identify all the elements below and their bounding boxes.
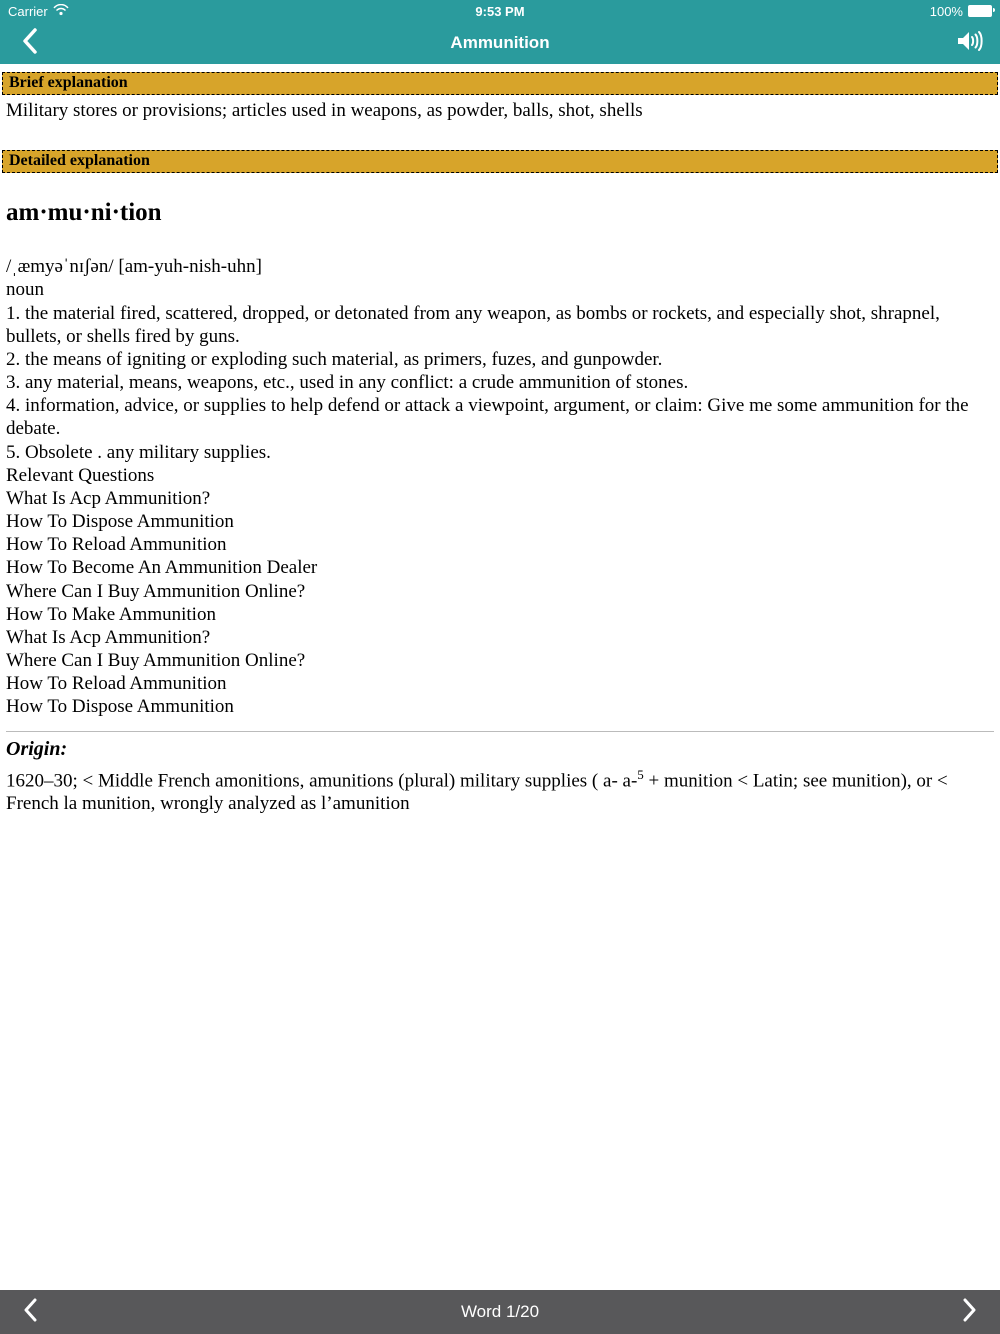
status-bar bbox=[0, 0, 1000, 22]
word-pagination-label: Word 1/20 bbox=[460, 1302, 540, 1321]
part-of-speech: noun bbox=[6, 279, 44, 301]
relevant-questions-title: Relevant Questions bbox=[6, 464, 155, 486]
question-item[interactable]: What Is Acp Ammunition? bbox=[6, 487, 211, 509]
bottom-bar bbox=[0, 1290, 1000, 1334]
headword: am·mu·ni·tion bbox=[6, 199, 162, 227]
question-item[interactable]: How To Dispose Ammunition bbox=[6, 511, 234, 533]
question-item[interactable]: How To Become An Ammunition Dealer bbox=[6, 557, 318, 579]
chevron-left-icon bbox=[22, 28, 38, 59]
definition-item: 5. Obsolete . any military supplies. bbox=[6, 441, 271, 463]
definition-item: 2. the means of igniting or exploding such material, as primers, fuzes, and gunpowder. bbox=[6, 348, 663, 370]
origin-text-part2: + munition < Latin; see munition), or < French la munition, wrongly analyzed as l’amunition bbox=[6, 769, 948, 815]
definition-item: 4. information, advice, or supplies to help defend or attack a viewpoint, argument, or claim: Give me some ammunition for the debate. bbox=[6, 395, 969, 440]
definition-item: 3. any material, means, weapons, etc., used in any conflict: a crude ammunition of stones. bbox=[6, 372, 689, 394]
battery-percent-label: 100% bbox=[929, 3, 963, 19]
carrier-label: Carrier bbox=[8, 3, 48, 19]
origin-superscript: 5 bbox=[637, 766, 644, 782]
origin-divider bbox=[6, 731, 994, 732]
definitions-list bbox=[0, 302, 1000, 719]
origin-text bbox=[0, 767, 1000, 816]
question-item[interactable]: How To Dispose Ammunition bbox=[6, 696, 234, 718]
brief-explanation-header: Brief explanation bbox=[2, 72, 998, 95]
next-word-button[interactable] bbox=[952, 1294, 988, 1330]
wifi-icon bbox=[53, 4, 69, 19]
question-item[interactable]: Where Can I Buy Ammunition Online? bbox=[6, 650, 306, 672]
brief-explanation-text: Military stores or provisions; articles used in weapons, as powder, balls, shot, shells bbox=[6, 100, 643, 121]
question-item[interactable]: Where Can I Buy Ammunition Online? bbox=[6, 580, 306, 602]
pronunciation: /ˌæmyəˈnɪʃən/ [am-yuh-nish-uhn] bbox=[6, 256, 262, 278]
question-item[interactable]: How To Reload Ammunition bbox=[6, 534, 227, 556]
question-item[interactable]: How To Reload Ammunition bbox=[6, 673, 227, 695]
question-item[interactable]: What Is Acp Ammunition? bbox=[6, 626, 211, 648]
clock-label: 9:53 PM bbox=[475, 3, 525, 19]
nav-bar bbox=[0, 22, 1000, 64]
back-button[interactable] bbox=[12, 25, 48, 61]
definition-item: 1. the material fired, scattered, dropped, or detonated from any weapon, as bombs or rockets, and especially shot, shrapnel, bullets, or shells fired by guns. bbox=[6, 302, 940, 347]
speaker-button[interactable] bbox=[952, 25, 988, 61]
previous-word-button[interactable] bbox=[12, 1294, 48, 1330]
origin-text-part1: 1620–30; < Middle French amonitions, amunitions (plural) military supplies ( a- a- bbox=[6, 769, 638, 791]
origin-label: Origin: bbox=[6, 737, 68, 760]
chevron-right-icon bbox=[963, 1298, 977, 1327]
page-title: Ammunition bbox=[450, 33, 550, 52]
speaker-icon bbox=[956, 29, 984, 58]
chevron-left-icon bbox=[23, 1298, 37, 1327]
detailed-explanation-header: Detailed explanation bbox=[2, 150, 998, 173]
content-area bbox=[0, 64, 1000, 815]
battery-icon bbox=[968, 5, 992, 17]
question-item[interactable]: How To Make Ammunition bbox=[6, 603, 216, 625]
